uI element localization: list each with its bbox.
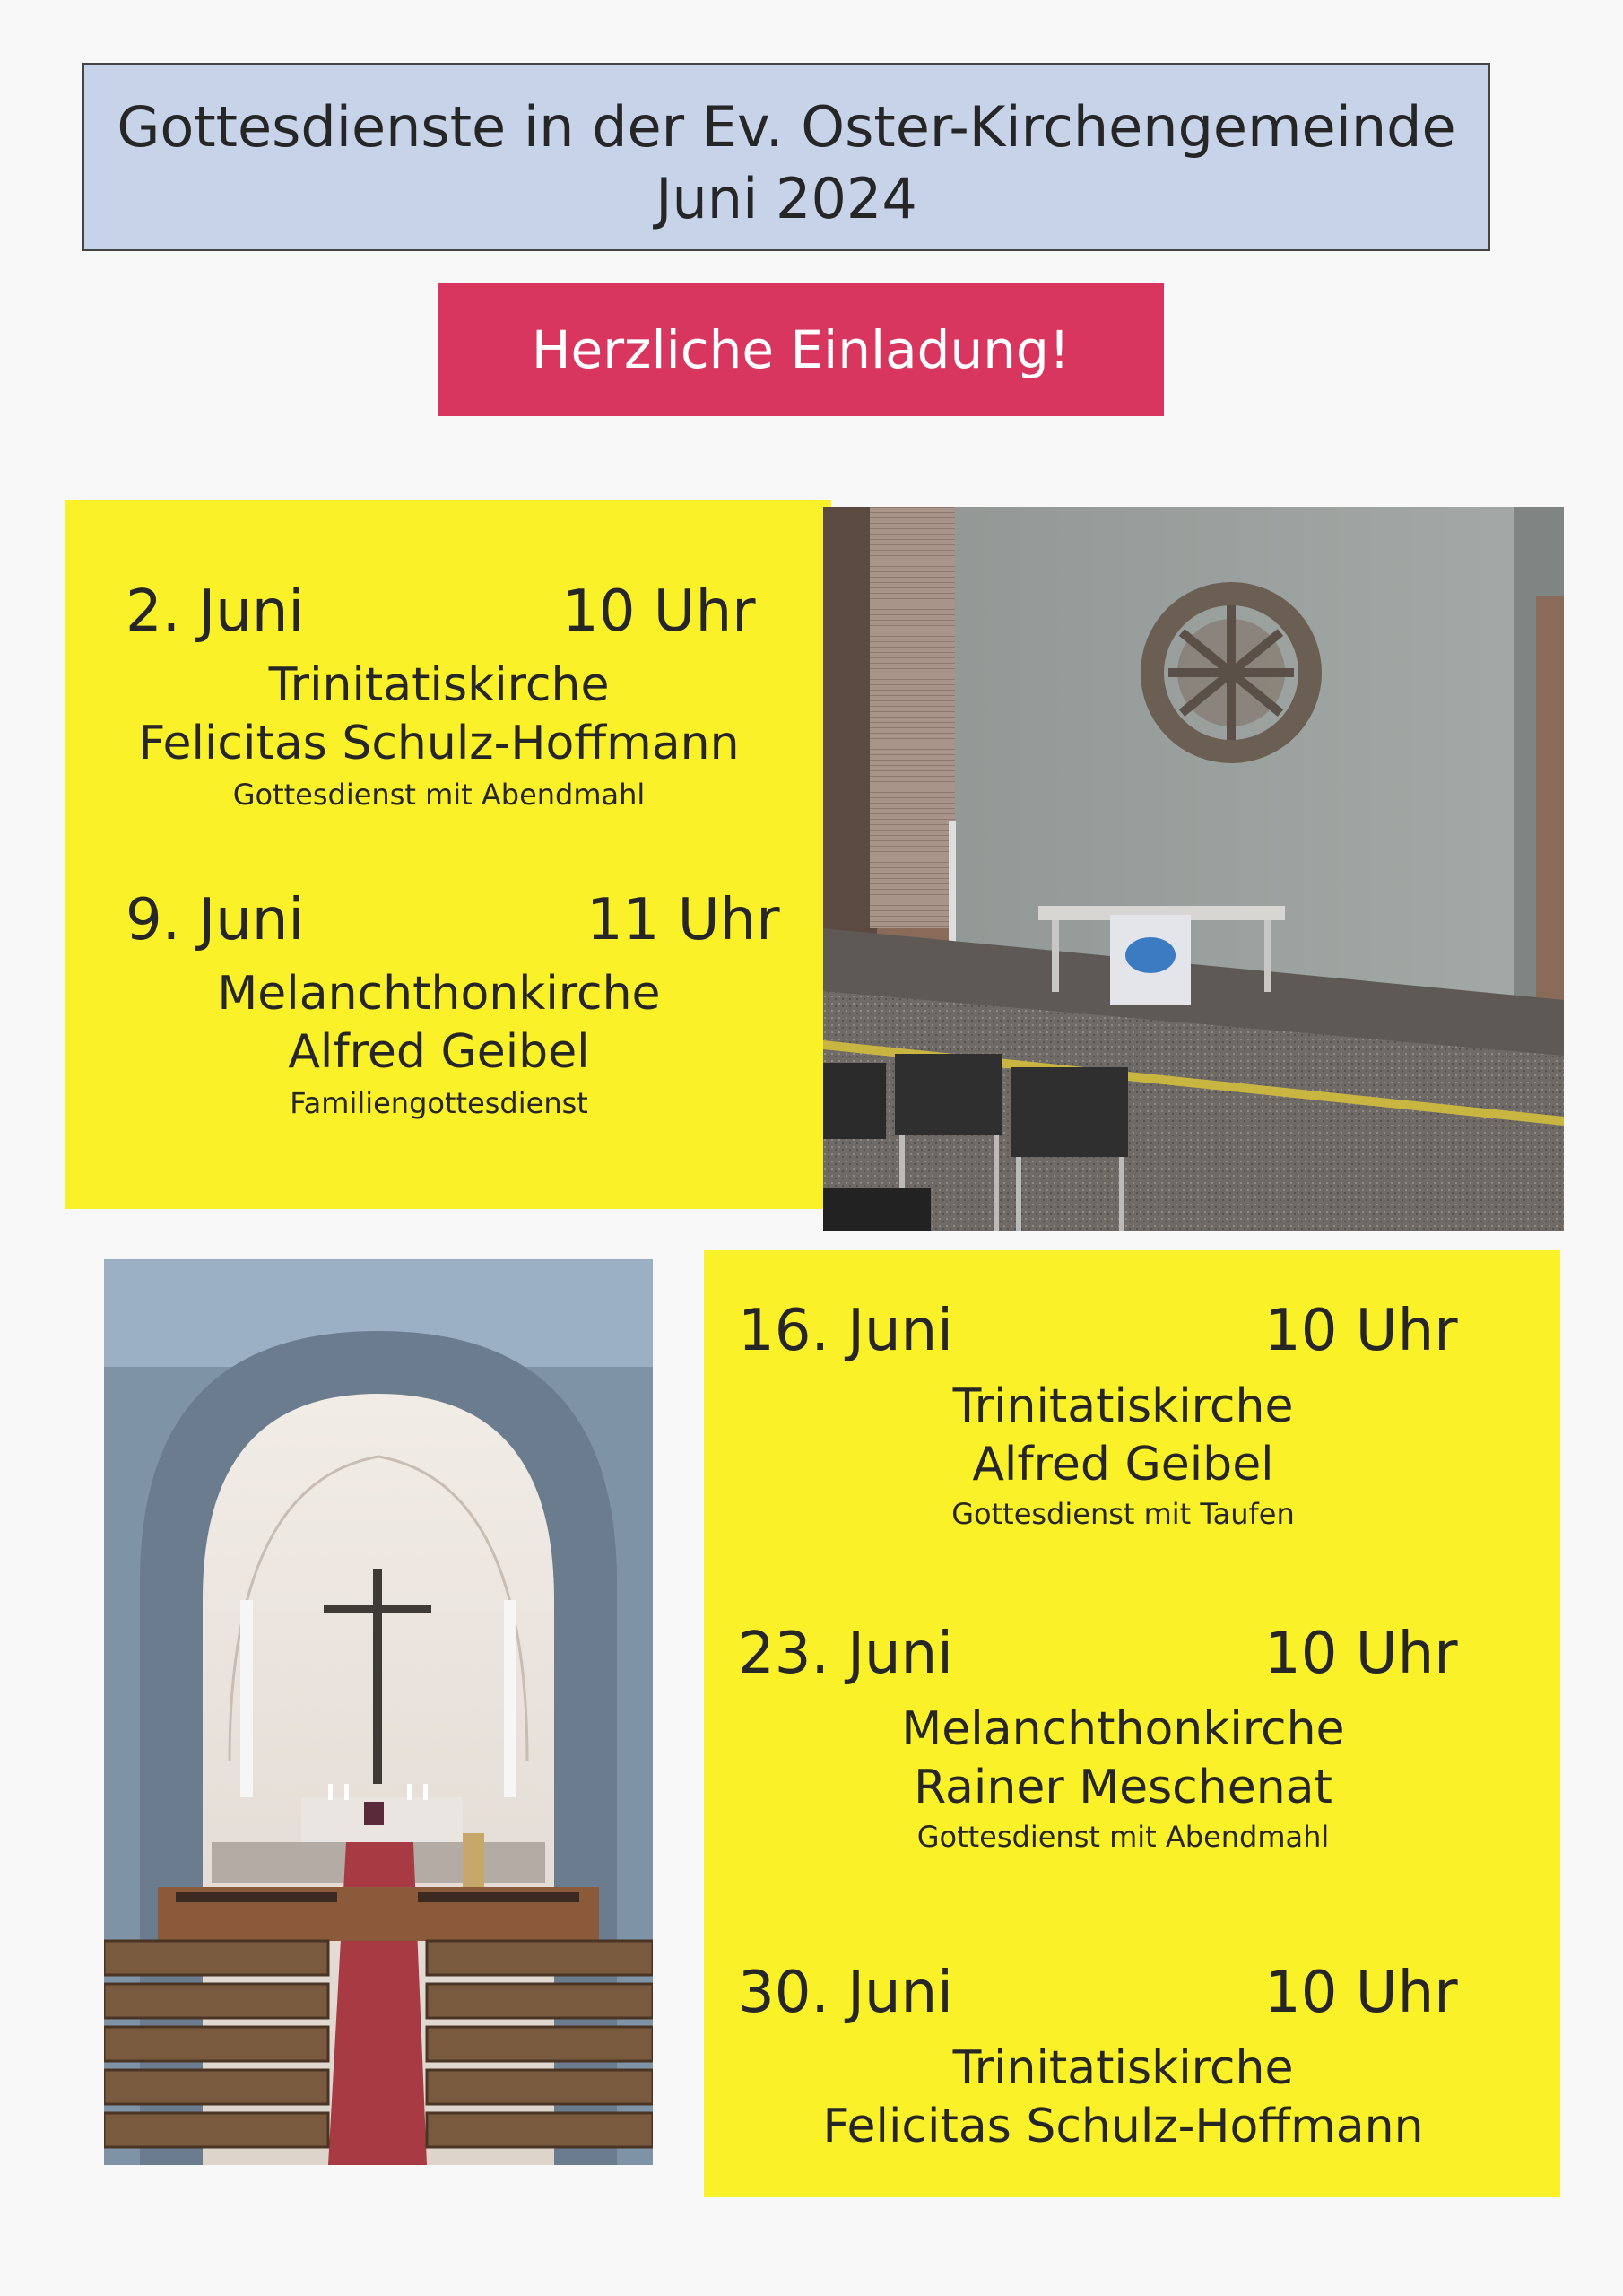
title-box [82,63,1490,251]
church-interior-photo-modern [823,507,1564,1231]
event-time: 11 Uhr [586,887,780,953]
event-note: Gottesdienst mit Abendmahl [232,778,646,812]
event-church: Trinitatiskirche [952,2041,1294,2095]
event-date: 2. Juni [126,578,305,645]
event-note: Gottesdienst mit Taufen [951,1497,1295,1531]
church-interior-photo-nave [104,1259,653,2165]
event-time: 10 Uhr [1264,1960,1458,2026]
event-time: 10 Uhr [1264,1621,1458,1687]
event-pastor: Alfred Geibel [288,1025,590,1079]
event-church: Melanchthonkirche [901,1702,1345,1756]
event-date: 23. Juni [738,1621,953,1687]
event-header [65,576,831,648]
event-church: Trinitatiskirche [952,1379,1294,1433]
church-nave-illustration [104,1259,653,2165]
event-header [704,1618,1560,1690]
page-title: Gottesdienste in der Ev. Oster-Kirchengemeinde [117,94,1456,160]
event-church: Trinitatiskirche [268,658,610,712]
event-pastor: Felicitas Schulz-Hoffmann [138,717,740,770]
event-pastor: Alfred Geibel [972,1438,1274,1492]
event-pastor: Rainer Meschenat [914,1761,1332,1814]
event-date: 30. Juni [738,1960,953,2026]
event-pastor: Felicitas Schulz-Hoffmann [822,2100,1424,2153]
invitation-banner: Herzliche Einladung! [438,283,1164,416]
event-header [704,1295,1560,1367]
event-church: Melanchthonkirche [217,967,661,1021]
event-date: 16. Juni [738,1298,953,1364]
event-header [65,884,831,956]
event-note: Gottesdienst mit Abendmahl [916,1820,1330,1854]
schedule-panel-bottom [704,1250,1560,2197]
event-date: 9. Juni [126,887,305,953]
event-time: 10 Uhr [1264,1298,1458,1364]
event-header [704,1957,1560,2029]
event-time: 10 Uhr [562,578,756,645]
event-note: Familiengottesdienst [290,1086,588,1120]
church-interior-illustration [823,507,1564,1231]
schedule-panel-top [65,500,831,1209]
page-subtitle-month: Juni 2024 [655,166,917,231]
